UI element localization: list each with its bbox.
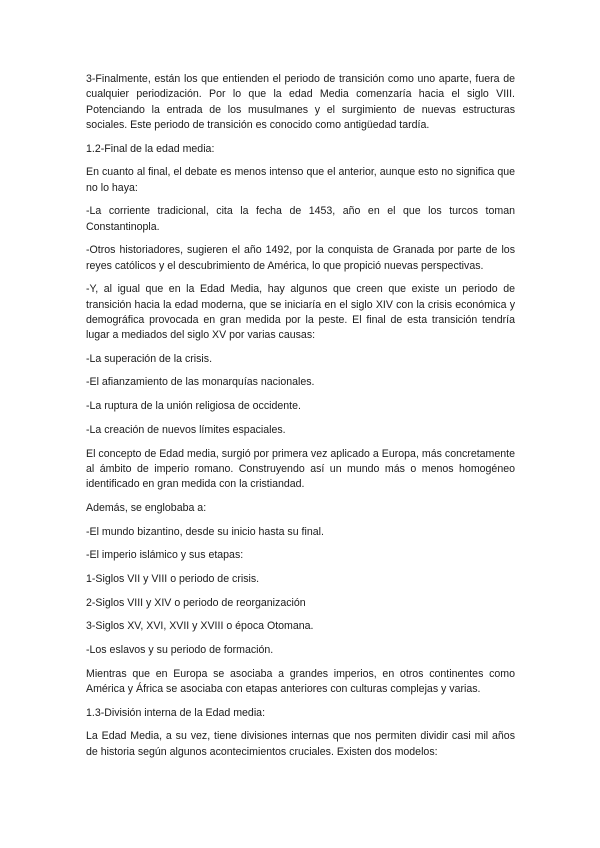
stage-item: 3-Siglos XV, XVI, XVII y XVIII o época Otomana. — [86, 620, 314, 633]
list-item-byzantine: -El mundo bizantino, desde su inicio hasta su final. — [86, 525, 324, 538]
paragraph-end-debate: En cuanto al final, el debate es menos intenso que el anterior, aunque esto no significa que no lo haya: — [86, 166, 515, 194]
paragraph-internal-division: La Edad Media, a su vez, tiene divisiones internas que nos permiten dividir casi mil años de historia según algunos acontecimientos cruciales. Existen dos modelos: — [86, 730, 515, 758]
document-body — [86, 72, 515, 768]
cause-item: -La creación de nuevos límites espaciales. — [86, 423, 286, 436]
cause-item: -La superación de la crisis. — [86, 352, 213, 365]
section-heading-end-of-middle-ages: 1.2-Final de la edad media: — [86, 142, 215, 155]
cause-item: -La ruptura de la unión religiosa de occidente. — [86, 400, 301, 413]
list-item-slavs: -Los eslavos y su periodo de formación. — [86, 643, 274, 656]
list-item-traditional-view: -La corriente tradicional, cita la fecha de 1453, año en el que los turcos toman Constantinopla. — [86, 205, 515, 233]
paragraph-transition-period: 3-Finalmente, están los que entienden el periodo de transición como uno aparte, fuera de cualquier periodización. Por lo que la edad Media comenzaría hacia el siglo VIII. Potenciando la entrada de los musulmanes y el surgimiento de nuevas estructuras sociales. Este periodo de transición es conocido como antigüedad tardía. — [86, 73, 515, 131]
stage-item: 2-Siglos VIII y XIV o periodo de reorganización — [86, 596, 306, 609]
paragraph-concept: El concepto de Edad media, surgió por primera vez aplicado a Europa, más concretamente al ámbito de imperio romano. Construyendo así un mundo más o menos homogéneo identificado en gran medida con la cristiandad. — [86, 447, 515, 491]
list-item-1492-view: -Otros historiadores, sugieren el año 1492, por la conquista de Granada por parte de los reyes católicos y el descubrimiento de América, lo que propició nuevas perspectivas. — [86, 244, 515, 272]
paragraph-other-continents: Mientras que en Europa se asociaba a grandes imperios, en otros continentes como América y África se asociaba con etapas anteriores con culturas complejas y varias. — [86, 667, 515, 695]
section-heading-internal-division: 1.3-División interna de la Edad media: — [86, 706, 266, 719]
list-item-islamic: -El imperio islámico y sus etapas: — [86, 549, 244, 562]
paragraph-included-worlds: Además, se englobaba a: — [86, 501, 207, 514]
cause-item: -El afianzamiento de las monarquías nacionales. — [86, 376, 315, 389]
stage-item: 1-Siglos VII y VIII o periodo de crisis. — [86, 572, 260, 585]
list-item-transition-view: -Y, al igual que en la Edad Media, hay algunos que creen que existe un periodo de transición hacia la edad moderna, que se iniciaría en el siglo XIV con la crisis económica y demográfica provocada en gran medida por la peste. El final de esta transición tendría lugar a mediados del siglo XV por varias causas: — [86, 283, 515, 342]
